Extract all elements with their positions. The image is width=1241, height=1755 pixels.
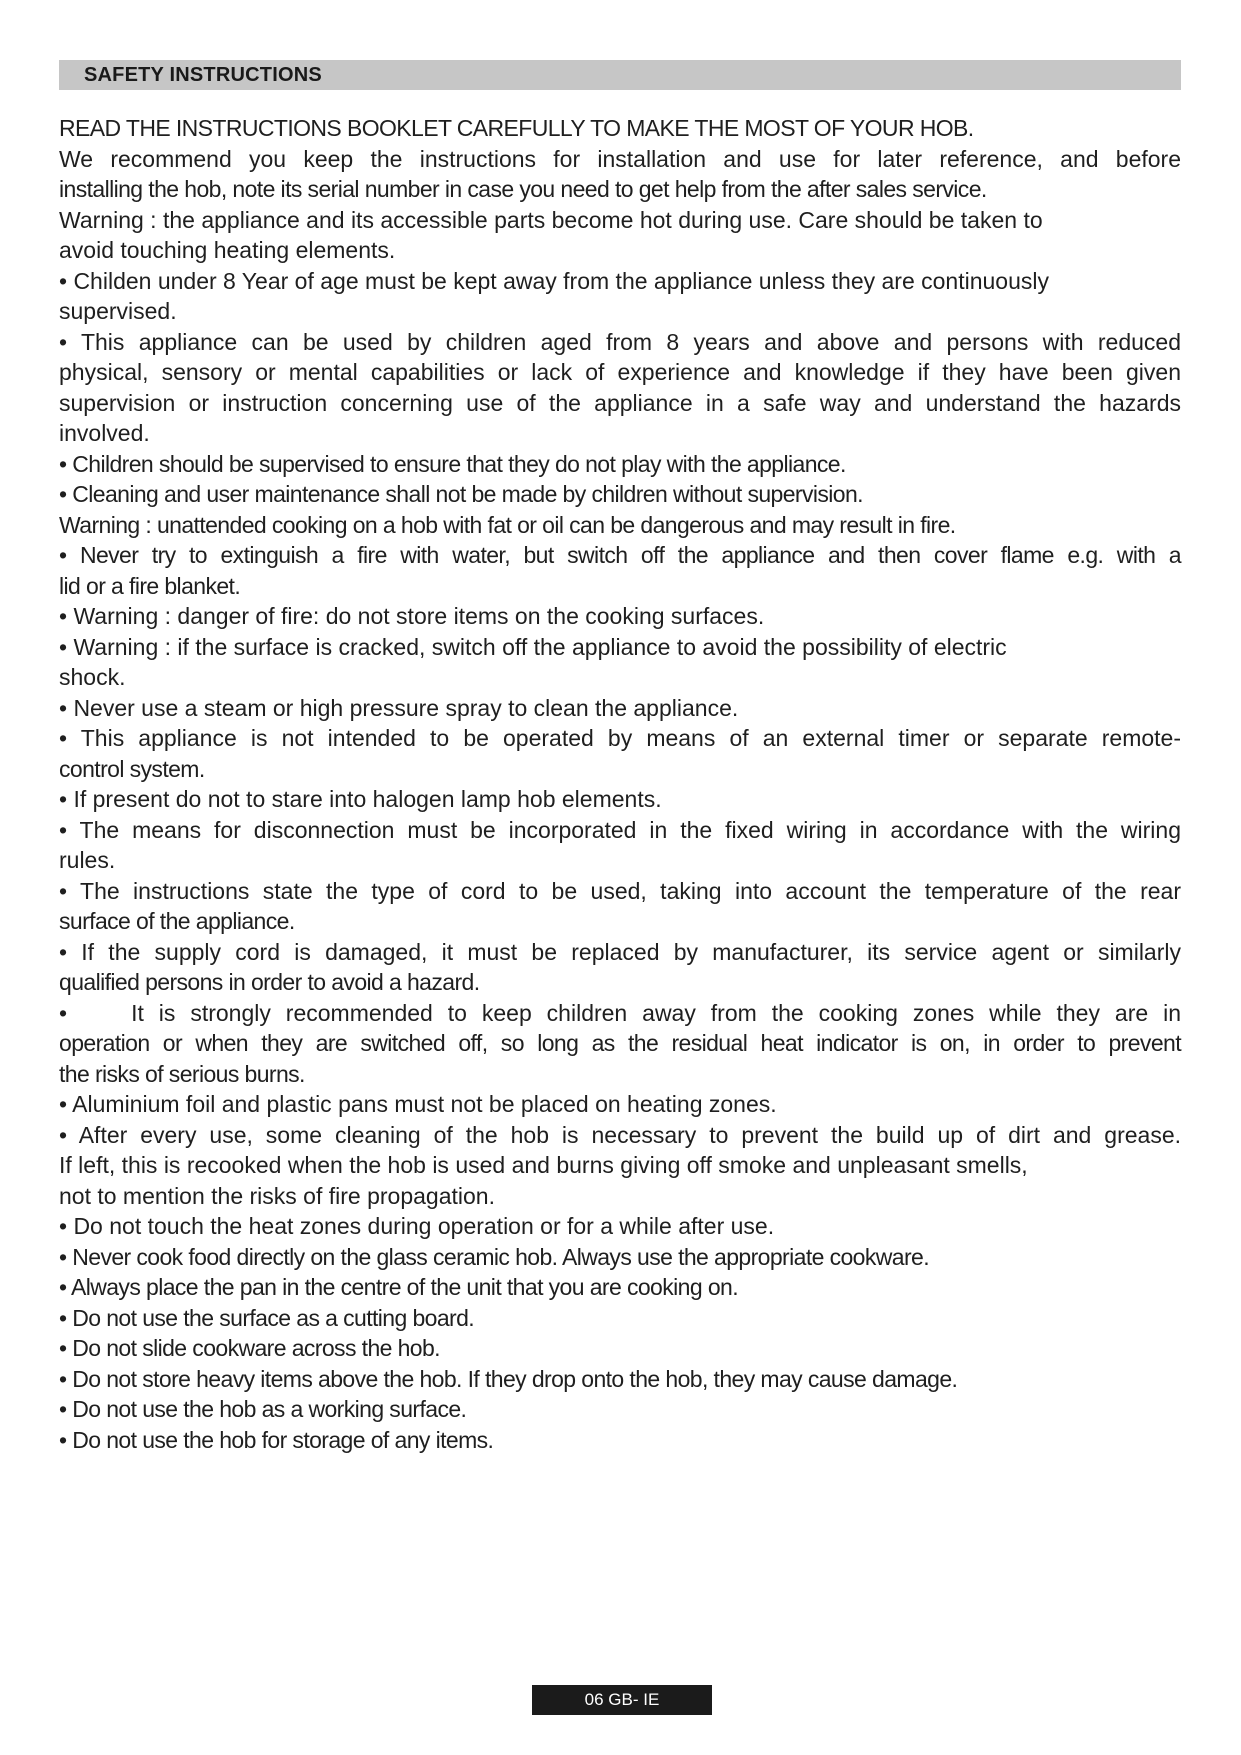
text-line: Warning : the appliance and its accessible parts become hot during use. Care should be taken to: [59, 206, 1043, 233]
text-line: • Never cook food directly on the glass ceramic hob. Always use the appropriate cookware.: [59, 1243, 930, 1270]
text-line: • Aluminium foil and plastic pans must not be placed on heating zones.: [59, 1091, 777, 1117]
text-line: • This appliance is not intended to be operated by means of an external timer or separate remote-: [59, 725, 1181, 751]
text-line: • Childen under 8 Year of age must be kept away from the appliance unless they are continuously: [59, 267, 1049, 294]
text-line: • The instructions state the type of cord to be used, taking into account the temperature of the rear: [59, 877, 1181, 904]
text-line: We recommend you keep the instructions for installation and use for later reference, and before: [59, 145, 1181, 172]
text-line: lid or a fire blanket.: [59, 572, 241, 599]
text-line: • After every use, some cleaning of the hob is necessary to prevent the build up of dirt and grease.: [59, 1121, 1181, 1148]
text-line: not to mention the risks of fire propagation.: [59, 1182, 495, 1209]
text-line: • Cleaning and user maintenance shall not be made by children without supervision.: [59, 481, 863, 507]
text-line: • Do not slide cookware across the hob.: [59, 1335, 440, 1361]
text-line: • Do not touch the heat zones during operation or for a while after use.: [59, 1213, 775, 1239]
text-line: shock.: [59, 664, 126, 690]
text-line: • If the supply cord is damaged, it must be replaced by manufacturer, its service agent or similarly: [59, 938, 1181, 965]
text-line: READ THE INSTRUCTIONS BOOKLET CAREFULLY TO MAKE THE MOST OF YOUR HOB.: [59, 115, 974, 141]
text-line: qualified persons in order to avoid a hazard.: [59, 969, 480, 995]
text-line: • The means for disconnection must be incorporated in the fixed wiring in accordance with the wiring: [59, 816, 1181, 843]
text-line: avoid touching heating elements.: [59, 237, 396, 263]
text-line: rules.: [59, 847, 116, 873]
text-line: If left, this is recooked when the hob is used and burns giving off smoke and unpleasant smells,: [59, 1152, 1028, 1178]
text-line: • Do not store heavy items above the hob. If they drop onto the hob, they may cause damage.: [59, 1365, 958, 1392]
text-line: • Do not use the hob as a working surface.: [59, 1396, 467, 1422]
text-line: involved.: [59, 420, 150, 446]
text-line: • This appliance can be used by children aged from 8 years and above and persons with reduced: [59, 328, 1181, 355]
text-line: • Do not use the surface as a cutting board.: [59, 1304, 475, 1331]
bullet-mark: •: [59, 999, 68, 1026]
section-header-bar: [59, 60, 1181, 90]
text-line: Warning : unattended cooking on a hob with fat or oil can be dangerous and may result in fire.: [59, 511, 956, 538]
text-line: • Warning : if the surface is cracked, switch off the appliance to avoid the possibility of electric: [59, 633, 1007, 660]
text-line: It is strongly recommended to keep children away from the cooking zones while they are in: [131, 999, 1181, 1026]
text-line: • Children should be supervised to ensure that they do not play with the appliance.: [59, 450, 846, 477]
text-line: control system.: [59, 755, 205, 782]
text-line: supervised.: [59, 298, 177, 324]
text-line: • If present do not to stare into halogen lamp hob elements.: [59, 786, 662, 812]
text-line: installing the hob, note its serial number in case you need to get help from the after sales service.: [59, 176, 987, 202]
text-line-with-bullet: [59, 998, 1181, 1029]
text-line: physical, sensory or mental capabilities or lack of experience and knowledge if they have been given: [59, 359, 1181, 385]
text-line: • Always place the pan in the centre of the unit that you are cooking on.: [59, 1274, 738, 1300]
text-line: operation or when they are switched off, so long as the residual heat indicator is on, in order to prevent: [59, 1030, 1181, 1056]
text-line: • Never try to extinguish a fire with water, but switch off the appliance and then cover flame e.g. with a: [59, 542, 1181, 568]
page-number-label: 06 GB- IE: [532, 1685, 712, 1715]
text-line: the risks of serious burns.: [59, 1060, 305, 1087]
text-line: surface of the appliance.: [59, 908, 295, 934]
section-title: SAFETY INSTRUCTIONS: [84, 64, 322, 86]
text-line: • Do not use the hob for storage of any items.: [59, 1426, 494, 1453]
text-line: supervision or instruction concerning use of the appliance in a safe way and understand the hazards: [59, 389, 1181, 416]
text-line: • Warning : danger of fire: do not store items on the cooking surfaces.: [59, 603, 765, 629]
text-line: • Never use a steam or high pressure spray to clean the appliance.: [59, 694, 739, 721]
safety-instructions-text: [59, 113, 1181, 1455]
